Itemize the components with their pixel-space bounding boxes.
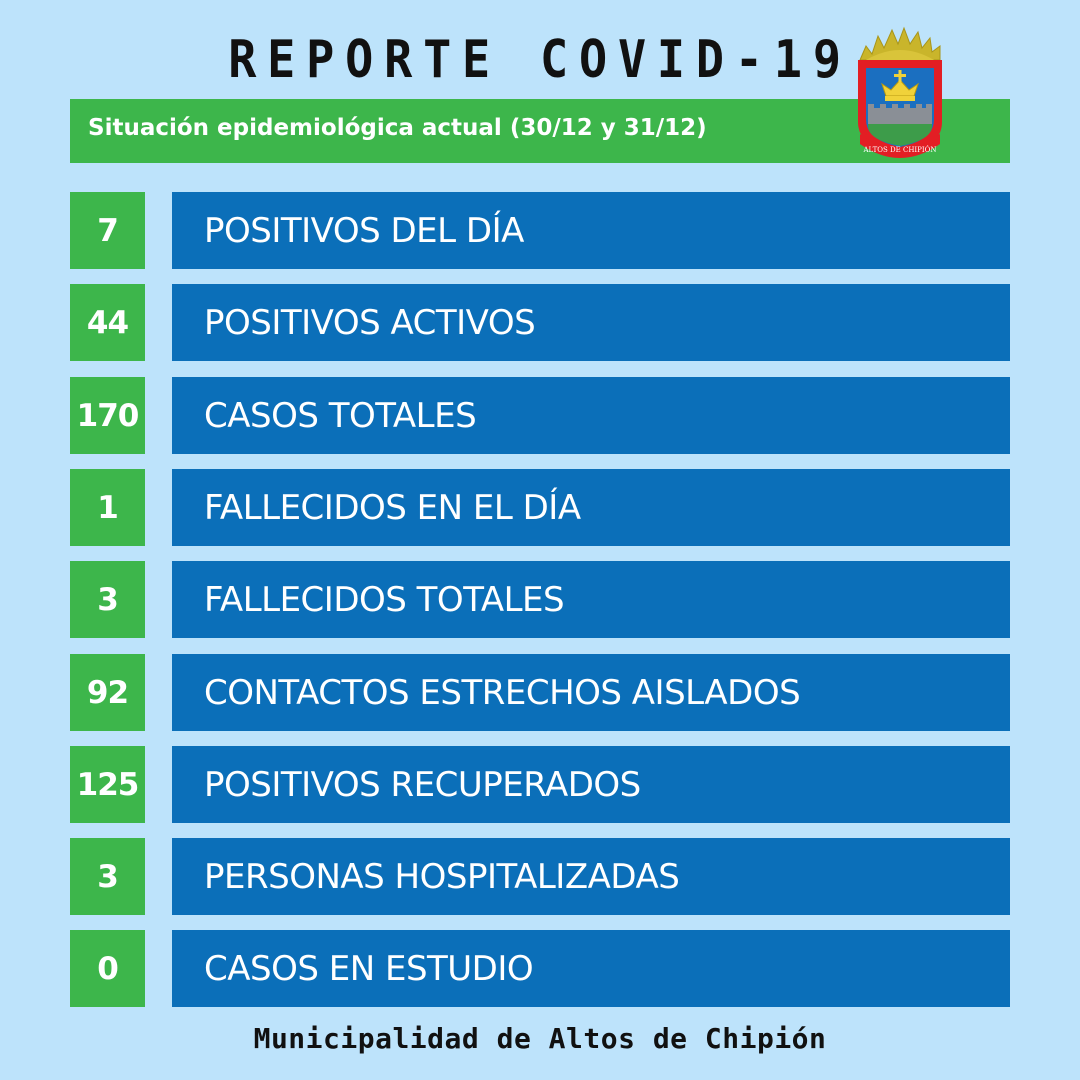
stat-row [70,469,1010,546]
stat-row [70,654,1010,731]
stat-row [70,284,1010,361]
stat-row [70,838,1010,915]
stat-label: CONTACTOS ESTRECHOS AISLADOS [172,654,1010,731]
stat-label: CASOS TOTALES [172,377,1010,454]
stat-value: 125 [70,746,145,823]
stat-label: POSITIVOS ACTIVOS [172,284,1010,361]
stat-row [70,561,1010,638]
stat-value: 3 [70,561,145,638]
stat-value: 7 [70,192,145,269]
stat-label: PERSONAS HOSPITALIZADAS [172,838,1010,915]
report-title: REPORTE COVID-19 [228,30,852,90]
stat-label: FALLECIDOS TOTALES [172,561,1010,638]
subtitle-text: Situación epidemiológica actual (30/12 y 31/12) [88,115,707,141]
municipal-crest-logo [852,22,948,162]
stat-row [70,746,1010,823]
stat-value: 44 [70,284,145,361]
stat-value: 0 [70,930,145,1007]
stat-value: 3 [70,838,145,915]
stat-value: 92 [70,654,145,731]
sun-rays-icon [860,28,940,60]
stat-row [70,192,1010,269]
footer-text: Municipalidad de Altos de Chipión [253,1022,827,1055]
stat-label: FALLECIDOS EN EL DÍA [172,469,1010,546]
stat-value: 170 [70,377,145,454]
crest-text: ALTOS DE CHIPIÓN [863,146,937,154]
stat-label: POSITIVOS DEL DÍA [172,192,1010,269]
stat-label: CASOS EN ESTUDIO [172,930,1010,1007]
stat-value: 1 [70,469,145,546]
stat-row [70,377,1010,454]
stat-row [70,930,1010,1007]
stat-label: POSITIVOS RECUPERADOS [172,746,1010,823]
